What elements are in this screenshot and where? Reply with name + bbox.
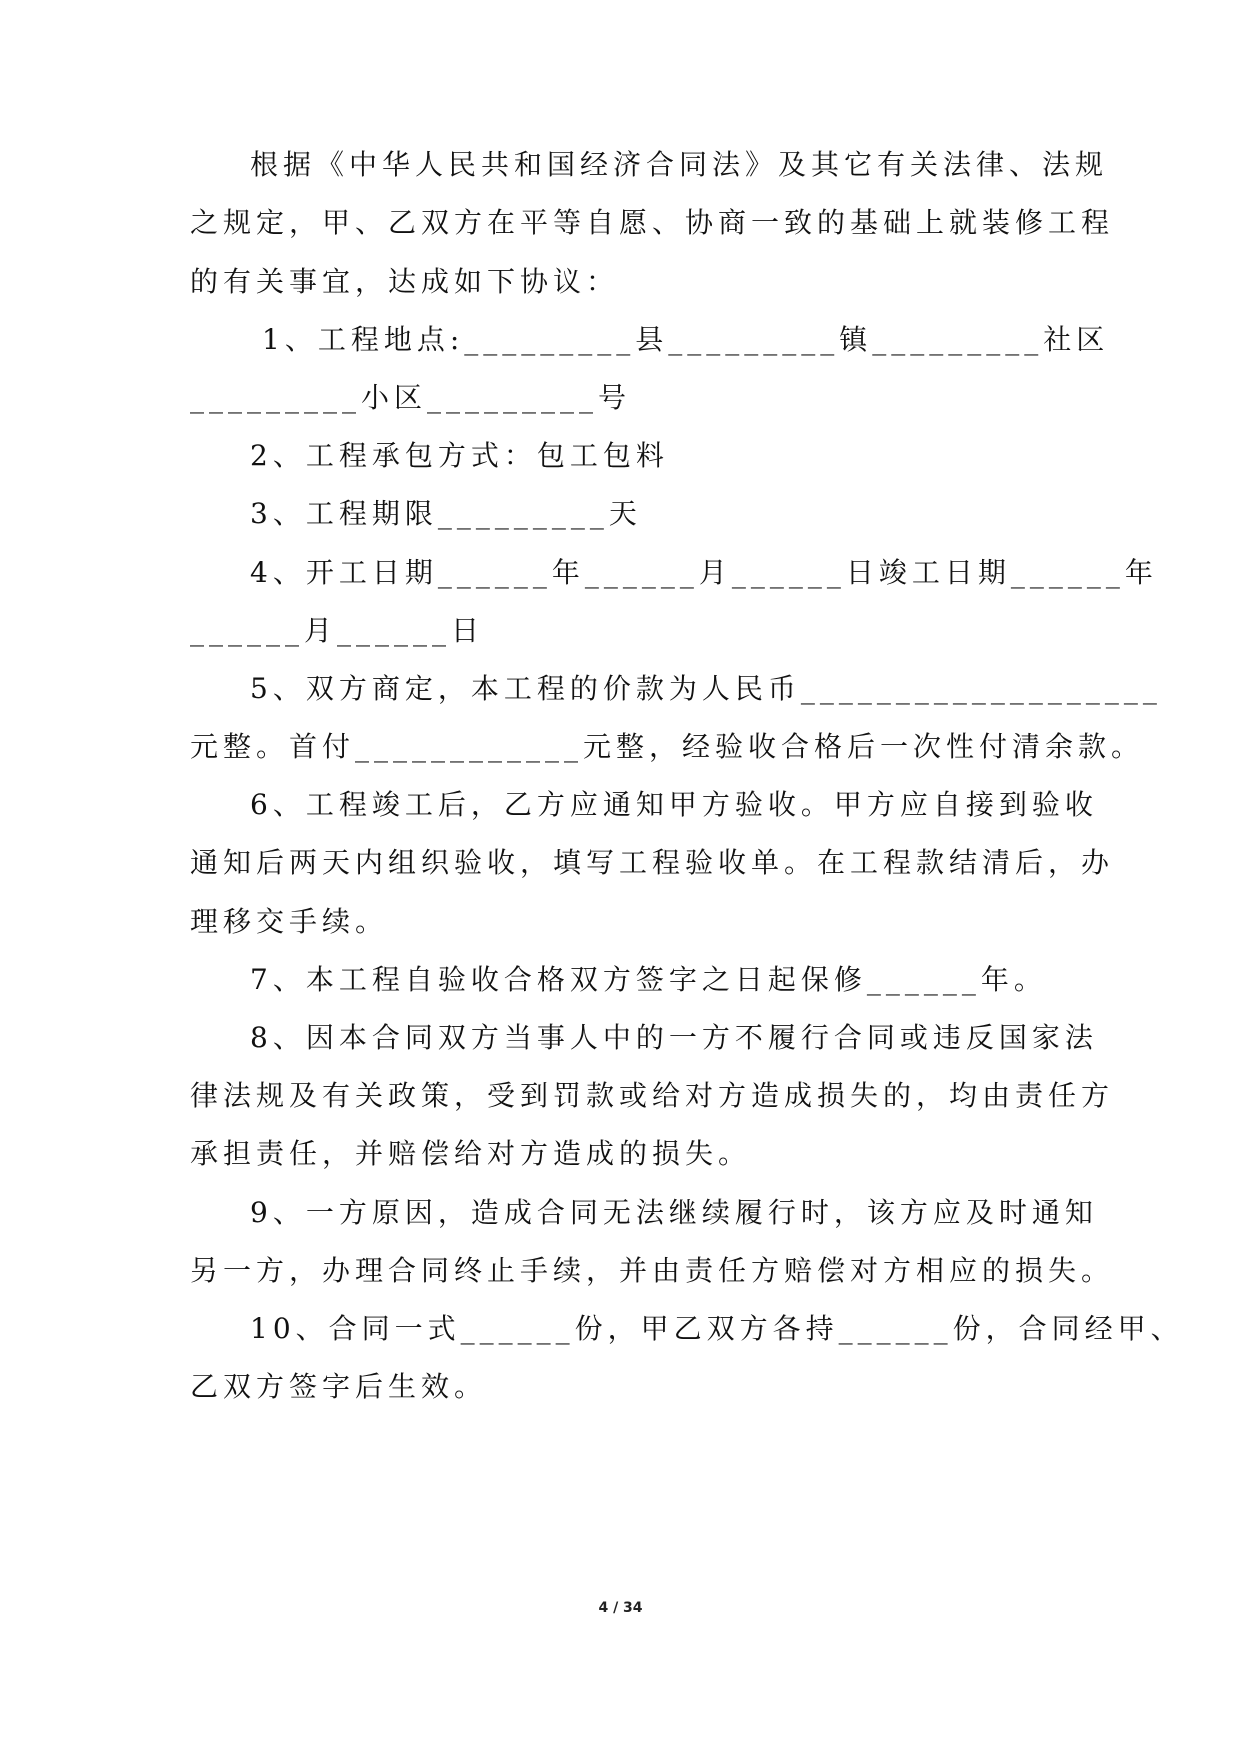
clause-2-line-1: 2、工程承包方式：包工包料 (250, 439, 669, 472)
paragraph-intro-line-1: 根据《中华人民共和国经济合同法》及其它有关法律、法规 (250, 148, 1109, 181)
clause-5-line-2: 元整。首付____________元整，经验收合格后一次性付清余款。 (190, 730, 1145, 763)
paragraph-intro-line-2: 之规定，甲、乙双方在平等自愿、协商一致的基础上就装修工程 (190, 206, 1115, 239)
clause-5-line-1: 5、双方商定，本工程的价款为人民币___________________ (250, 672, 1162, 705)
clause-6-line-1: 6、工程竣工后，乙方应通知甲方验收。甲方应自接到验收 (250, 788, 1098, 821)
clause-1-line-2: _________小区_________号 (190, 381, 632, 414)
clause-9-line-1: 9、一方原因，造成合同无法继续履行时，该方应及时通知 (250, 1196, 1098, 1229)
clause-8-line-1: 8、因本合同双方当事人中的一方不履行合同或违反国家法 (250, 1021, 1098, 1054)
clause-1-line-1: 1、工程地点:_________县_________镇_________社区 (262, 323, 1110, 356)
clause-8-line-2: 律法规及有关政策，受到罚款或给对方造成损失的，均由责任方 (190, 1079, 1115, 1112)
clause-9-line-2: 另一方，办理合同终止手续，并由责任方赔偿对方相应的损失。 (190, 1254, 1115, 1287)
clause-6-line-3: 理移交手续。 (190, 905, 389, 938)
clause-8-line-3: 承担责任，并赔偿给对方造成的损失。 (190, 1137, 752, 1170)
clause-3-line-1: 3、工程期限_________天 (250, 497, 642, 530)
clause-4-line-2: ______月______日 (190, 614, 485, 647)
paragraph-intro-line-3: 的有关事宜，达成如下协议： (190, 265, 620, 298)
clause-6-line-2: 通知后两天内组织验收，填写工程验收单。在工程款结清后，办 (190, 846, 1115, 879)
clause-10-line-2: 乙双方签字后生效。 (190, 1370, 488, 1403)
page-number-indicator: 4 / 34 (598, 1600, 643, 1616)
clause-10-line-1: 10、合同一式______份，甲乙双方各持______份，合同经甲、 (250, 1312, 1184, 1345)
clause-7-line-1: 7、本工程自验收合格双方签字之日起保修______年。 (250, 963, 1047, 996)
clause-4-line-1: 4、开工日期______年______月______日竣工日期______年 (250, 556, 1158, 589)
